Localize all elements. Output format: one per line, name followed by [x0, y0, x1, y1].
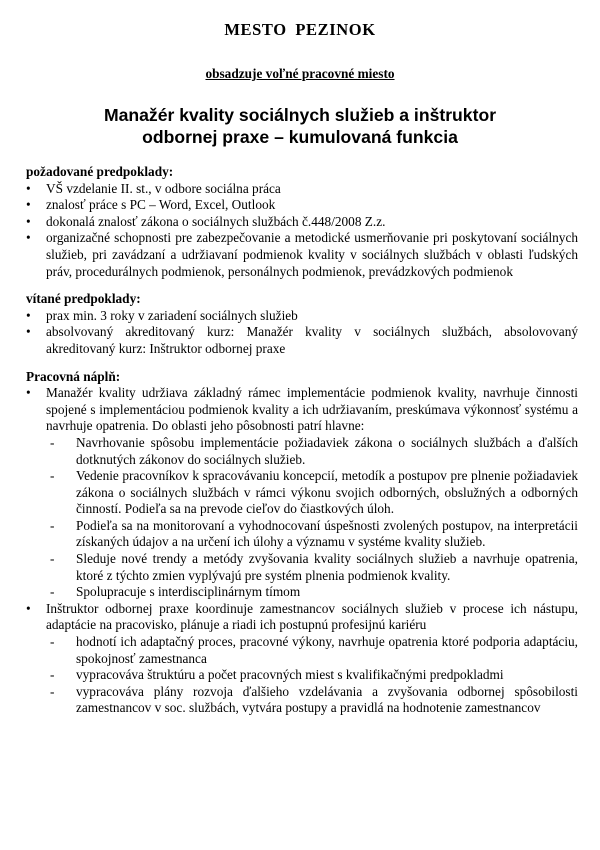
sub-list-item-text: vypracováva štruktúru a počet pracovných miest s kvalifikačnými predpokladmi	[76, 667, 504, 683]
bullet-icon: •	[26, 307, 31, 323]
list-item	[26, 181, 578, 198]
organization-title: MESTO PEZINOK	[224, 20, 376, 39]
list-item-text: Inštruktor odbornej praxe koordinuje zamestnancov sociálnych služieb v procese ich nástupu, adaptácie na pracovisko, plánuje a riadi ich postupnú profesijnú kariéru	[46, 600, 578, 633]
dash-icon: -	[50, 683, 55, 699]
sub-list-item	[46, 551, 578, 584]
duties-section	[26, 369, 578, 717]
sub-list-item-text: vypracováva plány rozvoja ďalšieho vzdelávania a zvyšovania odbornej spôsobilosti zamestnancov v soc. službách, vytvára postupy a pravidlá na hodnotenie zamestnancov	[76, 683, 578, 716]
bullet-icon: •	[26, 385, 31, 401]
list-item	[26, 385, 578, 601]
sub-list-item	[46, 468, 578, 518]
list-item-text: VŠ vzdelanie II. st., v odbore sociálna práca	[46, 180, 281, 196]
sub-list-item	[46, 684, 578, 717]
list-item-text: Manažér kvality udržiava základný rámec implementácie podmienok kvality, navrhuje činnosti spojené s implementáciou podmienok kvality a ich udržiavaním, preskúmava výkonnosť systému a navrhuje opatrenia. Do oblasti jeho pôsobnosti patrí hlavne:	[46, 385, 578, 434]
list-item-text: dokonalá znalosť zákona o sociálnych službách č.448/2008 Z.z.	[46, 213, 386, 229]
sub-list-item	[46, 634, 578, 667]
bullet-icon: •	[26, 180, 31, 196]
dash-icon: -	[50, 584, 55, 600]
bullet-icon: •	[26, 213, 31, 229]
list-item-text: znalosť práce s PC – Word, Excel, Outlook	[46, 197, 276, 213]
list-item-text: absolvovaný akreditovaný kurz: Manažér kvality v sociálnych službách, absolovovaný akreditovaný kurz: Inštruktor odbornej praxe	[46, 324, 578, 356]
sub-list	[46, 435, 578, 601]
sub-list	[46, 634, 578, 717]
dash-icon: -	[50, 667, 55, 683]
welcome-heading: vítané predpoklady:	[26, 291, 141, 307]
sub-list-item	[46, 584, 578, 601]
bullet-icon: •	[26, 230, 31, 246]
job-title-line-1: Manažér kvality sociálnych služieb a inštruktor	[103, 105, 497, 125]
sub-list-item-text: hodnotí ich adaptačný proces, pracovné výkony, navrhuje opatrenia ktoré podporia adaptáciu, spokojnosť zamestnanca	[76, 634, 578, 666]
dash-icon: -	[50, 517, 55, 533]
list-item-text: prax min. 3 roky v zariadení sociálnych služieb	[46, 307, 298, 323]
required-section	[26, 164, 578, 280]
job-title-line-2: odbornej praxe – kumulovaná funkcia	[142, 127, 458, 147]
sub-list-item	[46, 667, 578, 684]
required-list	[26, 181, 578, 281]
sub-list-item-text: Sleduje nové trendy a metódy zvyšovania kvality sociálnych služieb a navrhuje opatrenia, ktoré z týchto zmien vyplývajú pre systém plnenia podmienok kvality.	[76, 551, 578, 583]
sub-list-item	[46, 518, 578, 551]
list-item	[26, 308, 578, 325]
list-item	[26, 214, 578, 231]
dash-icon: -	[50, 434, 55, 450]
sub-list-item-text: Navrhovanie spôsobu implementácie požiadaviek zákona o sociálnych službách a ďalších dotknutých zákonov do sociálnych služieb.	[76, 434, 578, 467]
welcome-list	[26, 308, 578, 358]
welcome-section	[26, 291, 578, 357]
list-item	[26, 601, 578, 717]
sub-list-item-text: Spolupracuje s interdisciplinárnym tímom	[76, 584, 301, 600]
list-item	[26, 230, 578, 280]
duties-list	[26, 385, 578, 717]
subtitle: obsadzuje voľné pracovné miesto	[205, 66, 395, 81]
required-heading: požadované predpoklady:	[26, 164, 174, 179]
bullet-icon: •	[26, 197, 31, 213]
bullet-icon: •	[26, 600, 31, 616]
sub-list-item-text: Vedenie pracovníkov k spracovávaniu koncepcií, metodík a postupov pre plnenie požiadaviek zákona o sociálnych službách v rámci výkonu svojich odborných, obslužných a odborných činností. Podieľa sa na prevode cieľov do čiastkových úloh.	[76, 468, 578, 517]
list-item-text: organizačné schopnosti pre zabezpečovanie a metodické usmerňovanie pri poskytovaní sociálnych služieb, pri zavádzaní a udržiavaní podmienok kvality v sociálnych službách v oblasti ľudských práv, procedurálnych podmienok, personálnych podmienok, prevádzkových podmienok	[46, 230, 578, 279]
job-title	[0, 104, 600, 148]
dash-icon: -	[50, 468, 55, 484]
content	[26, 164, 578, 728]
sub-list-item	[46, 435, 578, 468]
list-item	[26, 197, 578, 214]
list-item	[26, 324, 578, 357]
dash-icon: -	[50, 634, 55, 650]
bullet-icon: •	[26, 324, 31, 340]
dash-icon: -	[50, 551, 55, 567]
sub-list-item-text: Podieľa sa na monitorovaní a vyhodnocovaní úspešnosti zvolených postupov, na interpretácii získaných údajov a na určení ich úlohy a významu v systéme kvality služieb.	[76, 517, 578, 550]
duties-heading: Pracovná náplň:	[26, 368, 121, 384]
